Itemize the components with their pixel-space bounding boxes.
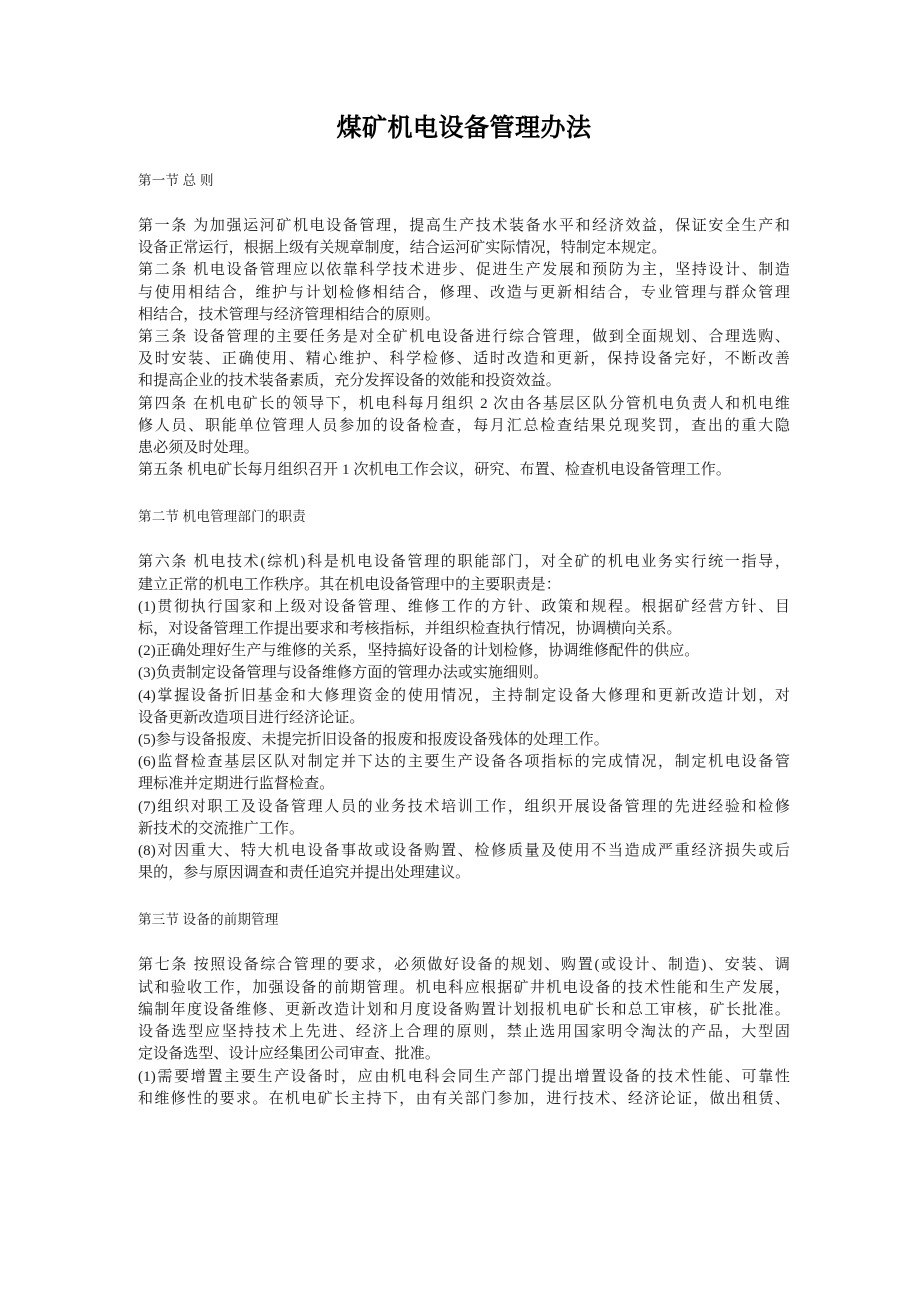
text-line: 第二条 机电设备管理应以依靠科学技术进步、促进生产发展和预防为主，坚持设计、制造 [138,262,790,279]
text-line: (1)贯彻执行国家和上级对设备管理、维修工作的方针、政策和规程。根据矿经营方针、目 [138,598,790,615]
text-line: 第三条 设备管理的主要任务是对全矿机电设备进行综合管理，做到全面规划、合理选购、 [138,329,790,346]
paragraph-article-6 [138,551,790,595]
text-line: 试和验收工作，加强设备的前期管理。机电科应根据矿井机电设备的技术性能和生产发展， [138,979,790,996]
paragraph-article-7 [138,954,790,1065]
text-line: 修人员、职能单位管理人员参加的设备检查，每月汇总检查结果兑现奖罚，查出的重大隐 [138,417,790,434]
text-line: (4)掌握设备折旧基金和大修理资金的使用情况，主持制定设备大修理和更新改造计划，对 [138,687,790,704]
text-line: 第五条 机电矿长每月组织召开 1 次机电工作会议，研究、布置、检查机电设备管理工作。 [138,462,731,479]
paragraph-item-5 [138,729,790,751]
text-line: 第四条 在机电矿长的领导下，机电科每月组织 2 次由各基层区队分管机电负责人和机电维 [138,395,790,412]
text-line: (3)负责制定设备管理与设备维修方面的管理办法或实施细则。 [138,665,549,682]
text-line: 定设备选型、设计应经集团公司审查、批准。 [138,1046,441,1063]
paragraph-item-2 [138,640,790,662]
paragraph-article-5 [138,459,790,481]
paragraph-article-1 [138,215,790,259]
text-line: 第六条 机电技术(综机)科是机电设备管理的职能部门，对全矿的机电业务实行统一指导， [138,554,790,571]
text-line: 患必须及时处理。 [138,440,259,457]
paragraph-item-7 [138,796,790,840]
text-line: 第七条 按照设备综合管理的要求，必须做好设备的规划、购置(或设计、制造)、安装、调 [138,957,790,974]
text-line: (7)组织对职工及设备管理人员的业务技术培训工作，组织开展设备管理的先进经验和检修 [138,798,790,815]
text-line: (6)监督检查基层区队对制定并下达的主要生产设备各项指标的完成情况，制定机电设备管 [138,754,790,771]
text-line: 新技术的交流推广工作。 [138,820,305,837]
text-line: 相结合，技术管理与经济管理相结合的原则。 [138,306,441,323]
paragraph-article-3 [138,326,790,393]
text-line: 建立正常的机电工作秩序。其在机电设备管理中的主要职责是： [138,576,561,593]
text-line: 果的，参与原因调查和责任追究并提出处理建议。 [138,865,471,882]
section-heading-3: 第三节 设备的前期管理 [138,912,279,928]
text-line: 设备选型应坚持技术上先进、经济上合理的原则，禁止选用国家明令淘汰的产品，大型固 [138,1024,790,1041]
text-line: 设备正常运行，根据上级有关规章制度，结合运河矿实际情况，特制定本规定。 [138,240,667,257]
page-title: 煤矿机电设备管理办法 [336,115,592,142]
text-line: 编制年度设备维修、更新改造计划和月度设备购置计划报机电矿长和总工审核，矿长批准。 [138,1001,790,1018]
paragraph-item-4 [138,685,790,729]
paragraph-article-2 [138,259,790,326]
text-line: 设备更新改造项目进行经济论证。 [138,709,365,726]
text-line: (2)正确处理好生产与维修的关系，坚持搞好设备的计划检修，协调维修配件的供应。 [138,643,700,660]
text-line: 和维修性的要求。在机电矿长主持下，由有关部门参加，进行技术、经济论证，做出租赁、 [138,1090,790,1107]
text-line: (5)参与设备报废、未提完折旧设备的报废和报废设备残体的处理工作。 [138,732,609,749]
text-line: 和提高企业的技术装备素质，充分发挥设备的效能和投资效益。 [138,373,561,390]
paragraph-item-3 [138,662,790,684]
text-line: 第一条 为加强运河矿机电设备管理，提高生产技术装备水平和经济效益，保证安全生产和 [138,218,790,234]
section-heading-2: 第二节 机电管理部门的职责 [138,509,306,525]
section-heading-1: 第一节 总 则 [138,173,214,188]
document-content [138,0,790,1110]
paragraph-item-1 [138,596,790,640]
paragraph-item-7-1 [138,1066,790,1110]
paragraph-item-6 [138,751,790,795]
text-line: 理标准并定期进行监督检查。 [138,776,335,793]
text-line: 及时安装、正确使用、精心维护、科学检修、适时改造和更新，保持设备完好，不断改善 [138,351,790,368]
text-line: 与使用相结合，维护与计划检修相结合，修理、改造与更新相结合，专业管理与群众管理 [138,284,790,301]
text-line: 标，对设备管理工作提出要求和考核指标，并组织检查执行情况，协调横向关系。 [138,621,682,638]
text-line: (1)需要增置主要生产设备时，应由机电科会同生产部门提出增置设备的技术性能、可靠性 [138,1068,790,1085]
text-line: (8)对因重大、特大机电设备事故或设备购置、检修质量及使用不当造成严重经济损失或后 [138,843,790,860]
paragraph-item-8 [138,840,790,884]
paragraph-article-4 [138,393,790,460]
